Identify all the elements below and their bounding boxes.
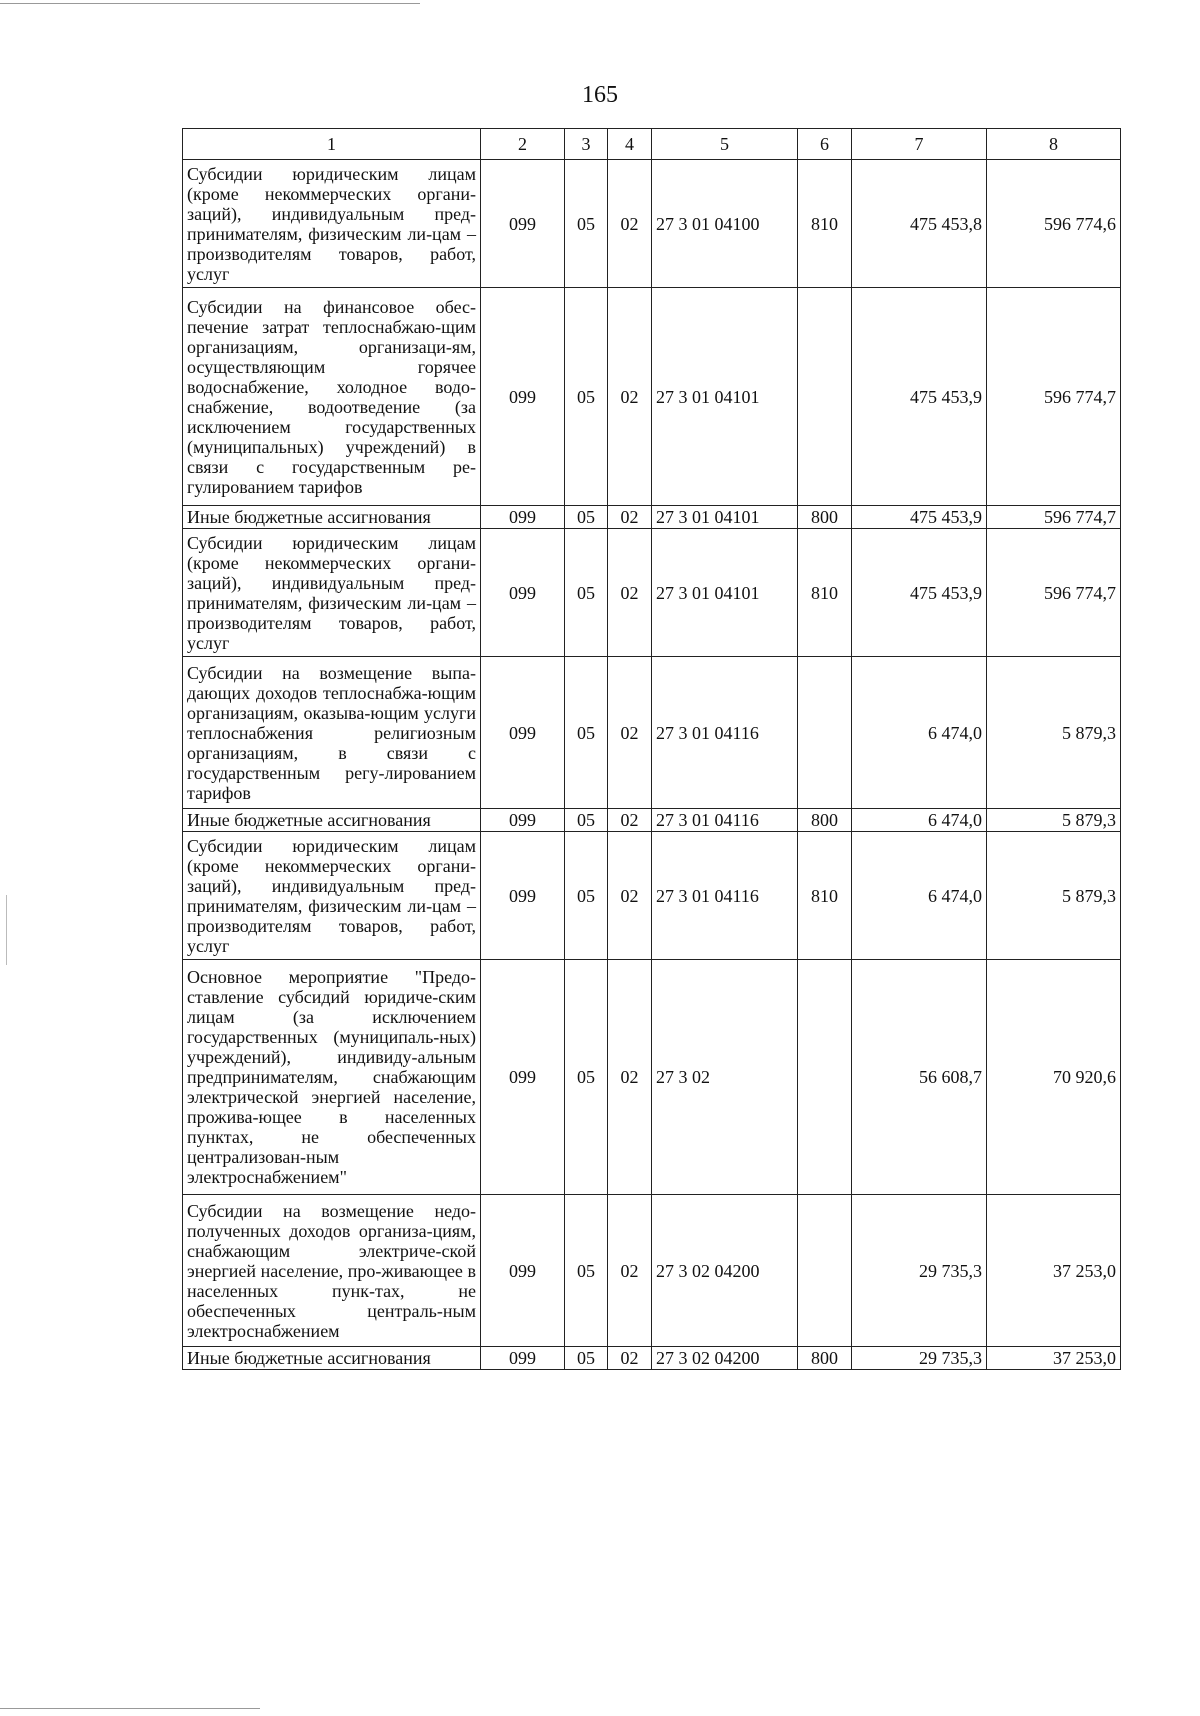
row-section-code: 05 xyxy=(565,960,608,1195)
row-expense-type: 800 xyxy=(798,809,852,832)
row-amount-col8: 5 879,3 xyxy=(987,657,1121,809)
row-section-code: 05 xyxy=(565,832,608,960)
row-expense-type xyxy=(798,288,852,506)
row-section-code: 05 xyxy=(565,809,608,832)
row-description: Иные бюджетные ассигнования xyxy=(183,506,481,529)
row-amount-col7: 29 735,3 xyxy=(852,1347,987,1370)
row-description: Субсидии на возмещение выпа-дающих доходов теплоснабжа-ющим организациям, оказыва-ющим услуги теплоснабжения религиозным организациям, в связи с государственным регу-лированием тарифов xyxy=(183,657,481,809)
row-section-code: 05 xyxy=(565,1195,608,1347)
row-ministry-code: 099 xyxy=(481,657,565,809)
row-amount-col7: 475 453,9 xyxy=(852,288,987,506)
row-section-code: 05 xyxy=(565,529,608,657)
row-target-article: 27 3 02 04200 xyxy=(652,1347,798,1370)
row-ministry-code: 099 xyxy=(481,1347,565,1370)
row-amount-col7: 6 474,0 xyxy=(852,832,987,960)
table-row xyxy=(183,160,1121,288)
row-amount-col8: 596 774,6 xyxy=(987,160,1121,288)
row-target-article: 27 3 01 04116 xyxy=(652,809,798,832)
scan-top-edge-line xyxy=(0,3,420,4)
row-description: Иные бюджетные ассигнования xyxy=(183,1347,481,1370)
row-section-code: 05 xyxy=(565,1347,608,1370)
table-row xyxy=(183,657,1121,809)
row-subsection-code: 02 xyxy=(608,960,652,1195)
table-row xyxy=(183,1195,1121,1347)
row-amount-col7: 475 453,9 xyxy=(852,529,987,657)
row-ministry-code: 099 xyxy=(481,809,565,832)
header-cell: 3 xyxy=(565,129,608,160)
table-row xyxy=(183,506,1121,529)
row-subsection-code: 02 xyxy=(608,809,652,832)
row-subsection-code: 02 xyxy=(608,160,652,288)
row-amount-col8: 596 774,7 xyxy=(987,529,1121,657)
table-row xyxy=(183,288,1121,506)
row-ministry-code: 099 xyxy=(481,288,565,506)
row-description: Субсидии юридическим лицам (кроме некоммерческих органи-заций), индивидуальным пред-принимателям, физическим ли-цам – производителям товаров, работ, услуг xyxy=(183,160,481,288)
row-description: Субсидии на финансовое обес-печение затрат теплоснабжаю-щим организациям, организаци-ям, осуществляющим горячее водоснабжение, холодное водо-снабжение, водоотведение (за исключением государственных (муниципальных) учреждений) в связи с государственным ре-гулированием тарифов xyxy=(183,288,481,506)
row-target-article: 27 3 02 04200 xyxy=(652,1195,798,1347)
row-amount-col7: 475 453,8 xyxy=(852,160,987,288)
row-amount-col8: 37 253,0 xyxy=(987,1195,1121,1347)
row-expense-type: 810 xyxy=(798,529,852,657)
row-section-code: 05 xyxy=(565,506,608,529)
row-amount-col8: 70 920,6 xyxy=(987,960,1121,1195)
row-amount-col8: 37 253,0 xyxy=(987,1347,1121,1370)
row-section-code: 05 xyxy=(565,160,608,288)
header-cell: 5 xyxy=(652,129,798,160)
row-amount-col7: 29 735,3 xyxy=(852,1195,987,1347)
row-ministry-code: 099 xyxy=(481,506,565,529)
row-section-code: 05 xyxy=(565,657,608,809)
row-target-article: 27 3 02 xyxy=(652,960,798,1195)
row-subsection-code: 02 xyxy=(608,506,652,529)
header-cell: 8 xyxy=(987,129,1121,160)
row-description: Субсидии юридическим лицам (кроме некоммерческих органи-заций), индивидуальным пред-принимателям, физическим ли-цам – производителям товаров, работ, услуг xyxy=(183,832,481,960)
row-subsection-code: 02 xyxy=(608,529,652,657)
header-cell: 2 xyxy=(481,129,565,160)
row-description: Субсидии юридическим лицам (кроме некоммерческих органи-заций), индивидуальным пред-принимателям, физическим ли-цам – производителям товаров, работ, услуг xyxy=(183,529,481,657)
row-target-article: 27 3 01 04116 xyxy=(652,832,798,960)
row-subsection-code: 02 xyxy=(608,657,652,809)
row-expense-type: 810 xyxy=(798,832,852,960)
header-cell: 1 xyxy=(183,129,481,160)
table-body xyxy=(183,129,1121,1370)
row-section-code: 05 xyxy=(565,288,608,506)
row-subsection-code: 02 xyxy=(608,1347,652,1370)
row-amount-col8: 596 774,7 xyxy=(987,288,1121,506)
table-row xyxy=(183,529,1121,657)
scan-margin-mark xyxy=(6,895,7,965)
row-amount-col8: 596 774,7 xyxy=(987,506,1121,529)
row-subsection-code: 02 xyxy=(608,288,652,506)
row-ministry-code: 099 xyxy=(481,832,565,960)
row-expense-type: 800 xyxy=(798,506,852,529)
row-target-article: 27 3 01 04116 xyxy=(652,657,798,809)
row-subsection-code: 02 xyxy=(608,1195,652,1347)
scan-bottom-edge-line xyxy=(0,1708,260,1709)
row-ministry-code: 099 xyxy=(481,160,565,288)
row-description: Иные бюджетные ассигнования xyxy=(183,809,481,832)
row-amount-col7: 6 474,0 xyxy=(852,657,987,809)
row-target-article: 27 3 01 04101 xyxy=(652,529,798,657)
row-description: Субсидии на возмещение недо-полученных доходов организа-циям, снабжающим электриче-ской энергией население, про-живающее в населенных пунк-тах, не обеспеченных централь-ным электроснабжением xyxy=(183,1195,481,1347)
row-ministry-code: 099 xyxy=(481,529,565,657)
table-row xyxy=(183,960,1121,1195)
row-target-article: 27 3 01 04100 xyxy=(652,160,798,288)
row-amount-col8: 5 879,3 xyxy=(987,832,1121,960)
page-number: 165 xyxy=(582,82,618,108)
row-amount-col8: 5 879,3 xyxy=(987,809,1121,832)
table-row xyxy=(183,832,1121,960)
row-amount-col7: 6 474,0 xyxy=(852,809,987,832)
row-target-article: 27 3 01 04101 xyxy=(652,506,798,529)
row-subsection-code: 02 xyxy=(608,832,652,960)
row-description: Основное мероприятие "Предо-ставление субсидий юридиче-ским лицам (за исключением государственных (муниципаль-ных) учреждений), индивиду-альным предпринимателям, снабжающим электрической энергией население, прожива-ющее в населенных пунктах, не обеспеченных централизован-ным электроснабжением" xyxy=(183,960,481,1195)
row-expense-type xyxy=(798,1195,852,1347)
header-cell: 4 xyxy=(608,129,652,160)
row-expense-type xyxy=(798,960,852,1195)
row-target-article: 27 3 01 04101 xyxy=(652,288,798,506)
row-amount-col7: 475 453,9 xyxy=(852,506,987,529)
row-expense-type: 800 xyxy=(798,1347,852,1370)
header-cell: 6 xyxy=(798,129,852,160)
row-expense-type xyxy=(798,657,852,809)
header-cell: 7 xyxy=(852,129,987,160)
table-row xyxy=(183,809,1121,832)
budget-table xyxy=(182,128,1121,1370)
row-amount-col7: 56 608,7 xyxy=(852,960,987,1195)
row-ministry-code: 099 xyxy=(481,960,565,1195)
row-ministry-code: 099 xyxy=(481,1195,565,1347)
row-expense-type: 810 xyxy=(798,160,852,288)
table-row xyxy=(183,1347,1121,1370)
table-header-row xyxy=(183,129,1121,160)
